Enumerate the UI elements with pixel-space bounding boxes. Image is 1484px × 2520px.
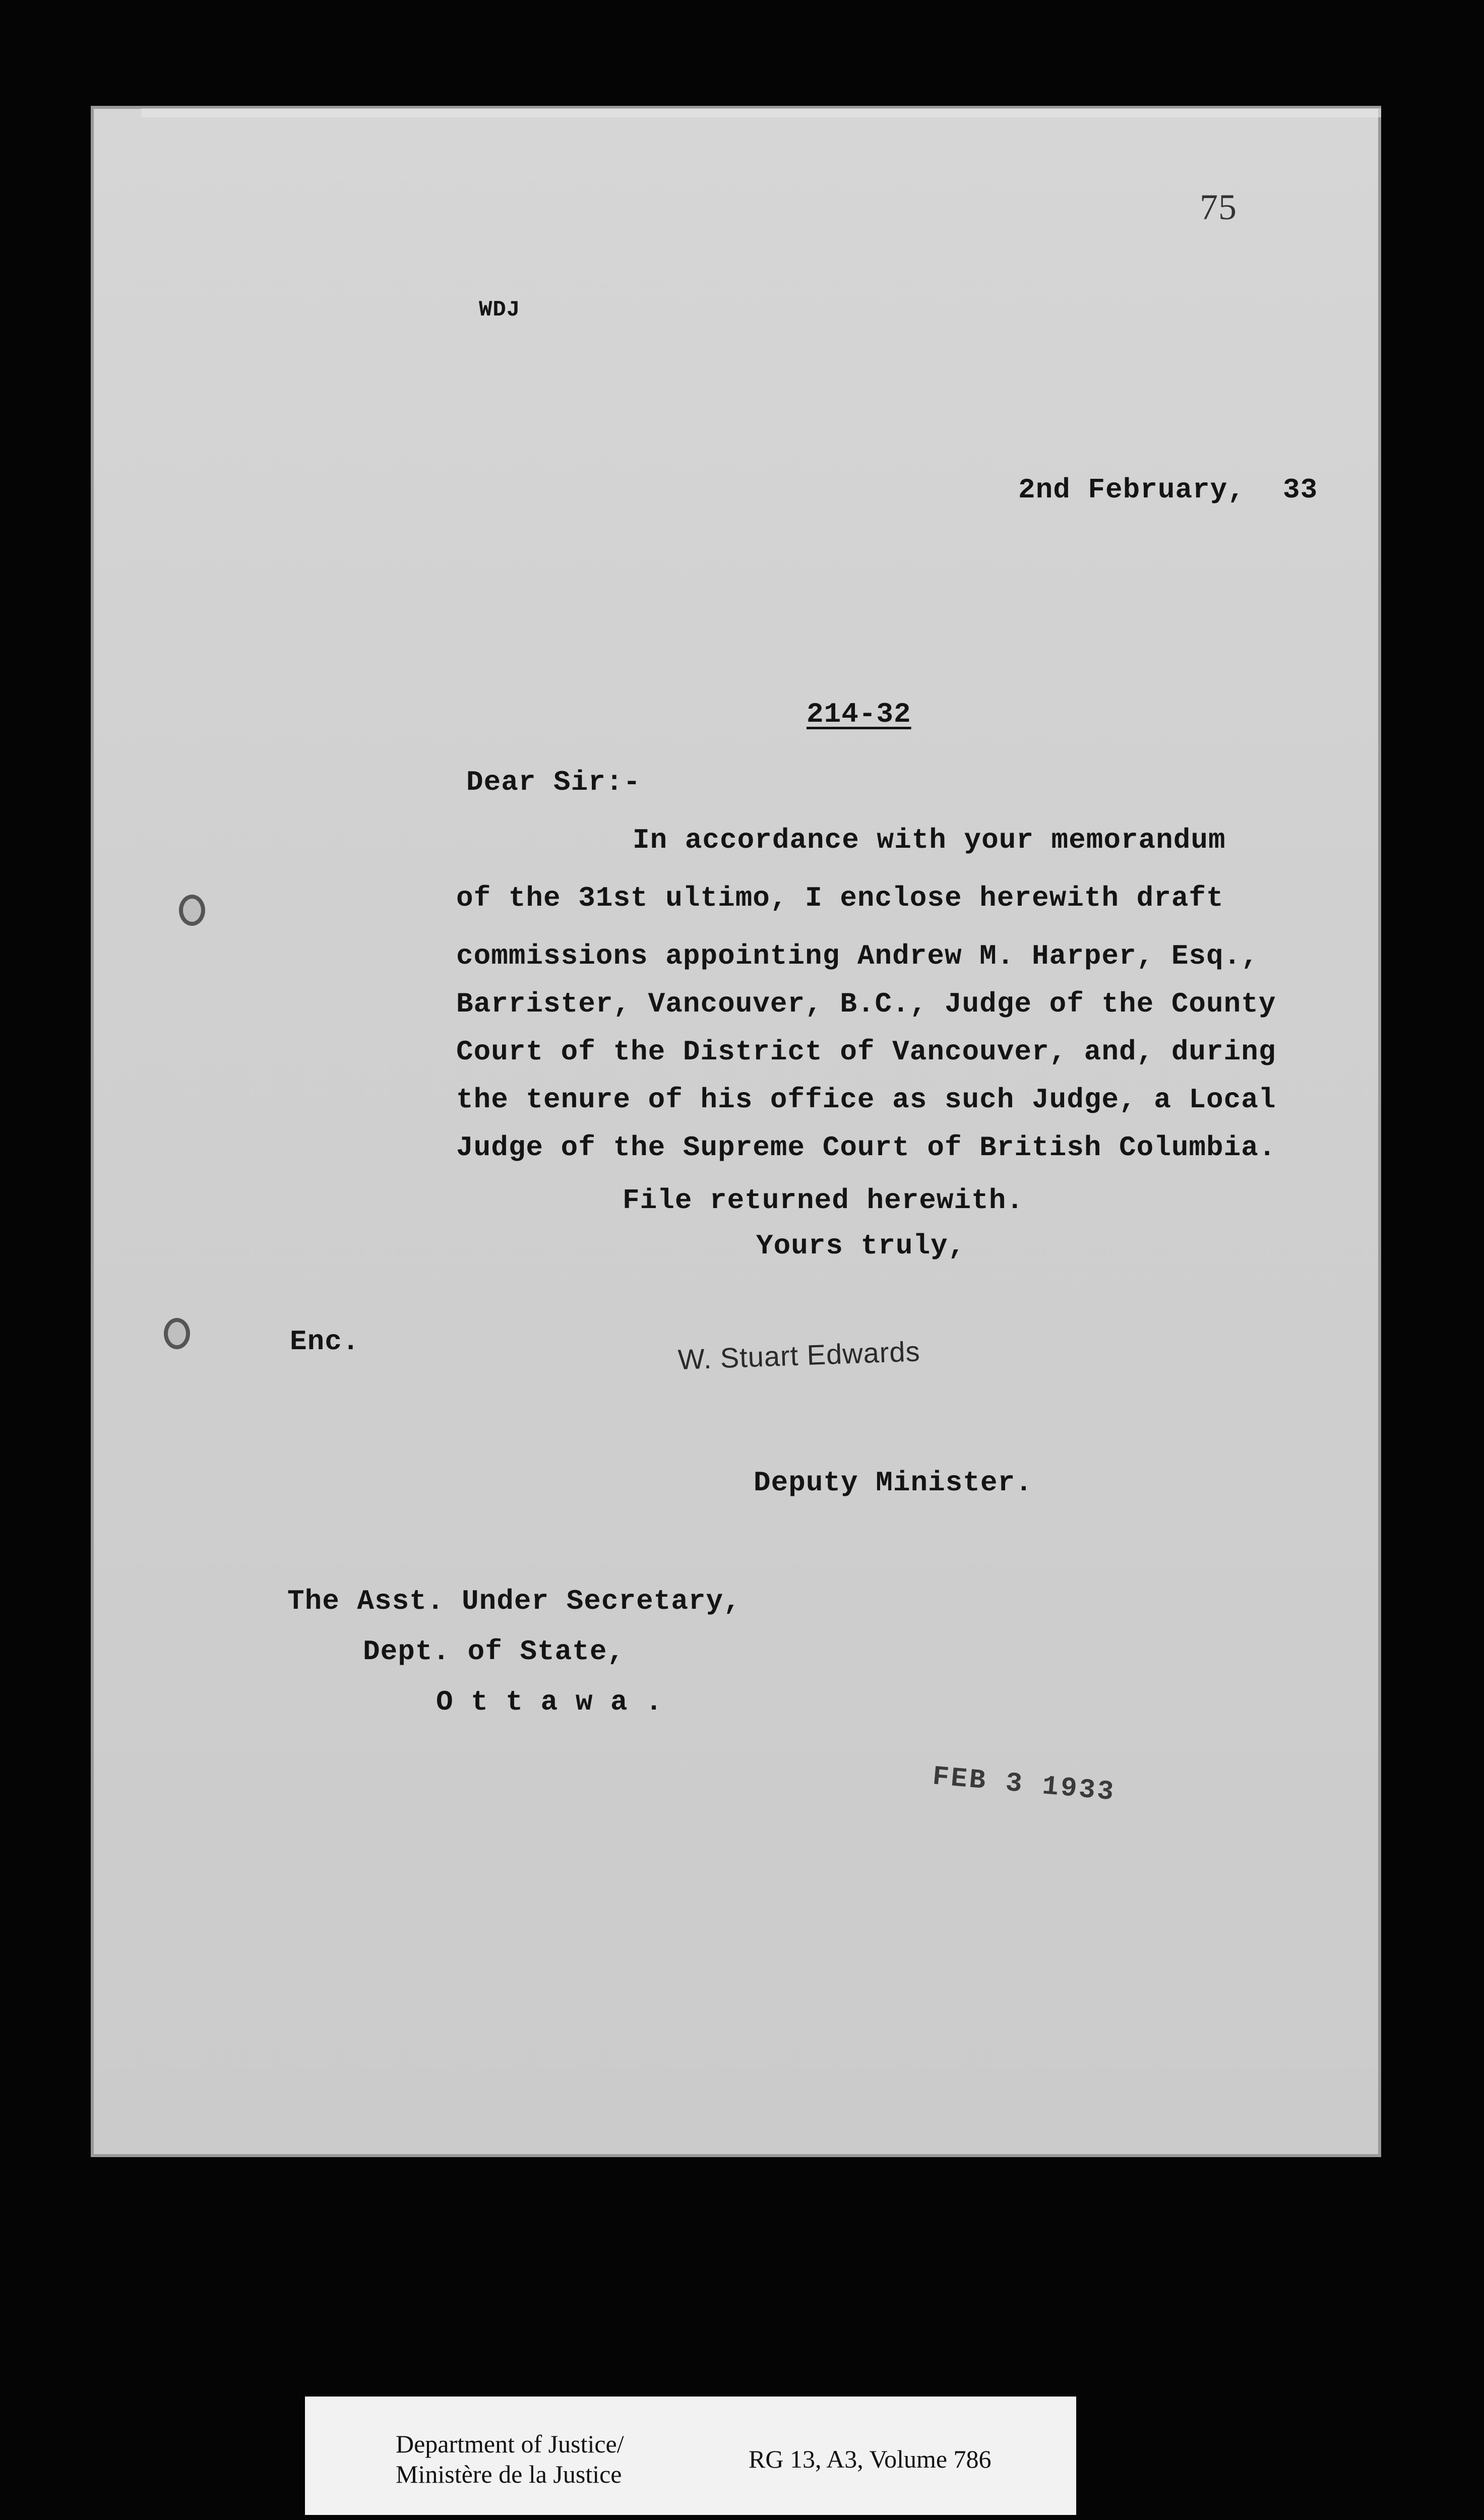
page-number: 75 [1200, 187, 1237, 227]
letter-date-year: 33 [1283, 474, 1318, 506]
body-line: In accordance with your memorandum [633, 824, 1226, 856]
department-fr: Ministère de la Justice [396, 2460, 622, 2488]
punch-hole-lower [164, 1318, 190, 1349]
closing: Yours truly, [756, 1230, 966, 1262]
department-en: Department of Justice/ [396, 2430, 624, 2458]
file-reference: 214-32 [807, 698, 911, 730]
recipient-line: The Asst. Under Secretary, [287, 1585, 741, 1617]
signature: W. Stuart Edwards [677, 1335, 921, 1375]
body-line: Judge of the Supreme Court of British Columbia. [456, 1131, 1276, 1164]
body-line: Barrister, Vancouver, B.C., Judge of the County [456, 988, 1276, 1020]
file-returned-line: File returned herewith. [623, 1184, 1024, 1217]
signer-title: Deputy Minister. [754, 1467, 1033, 1499]
body-line: Court of the District of Vancouver, and, during [456, 1036, 1276, 1068]
body-line: commissions appointing Andrew M. Harper, Esq., [456, 940, 1259, 972]
received-stamp: FEB 3 1933 [931, 1761, 1117, 1808]
body-line: the tenure of his office as such Judge, a Local [456, 1084, 1276, 1116]
typist-initials: WDJ [479, 297, 521, 323]
letter-date: 2nd February, [1018, 474, 1245, 506]
record-group-reference: RG 13, A3, Volume 786 [749, 2445, 992, 2473]
archive-reference-label [305, 2397, 1076, 2515]
body-line: of the 31st ultimo, I enclose herewith draft [456, 882, 1224, 914]
sheet-edge [141, 108, 1381, 117]
recipient-line: Dept. of State, [363, 1635, 625, 1668]
salutation: Dear Sir:- [466, 766, 641, 798]
punch-hole-upper [179, 895, 205, 926]
recipient-line: O t t a w a . [436, 1686, 663, 1718]
enclosure-note: Enc. [290, 1326, 360, 1358]
